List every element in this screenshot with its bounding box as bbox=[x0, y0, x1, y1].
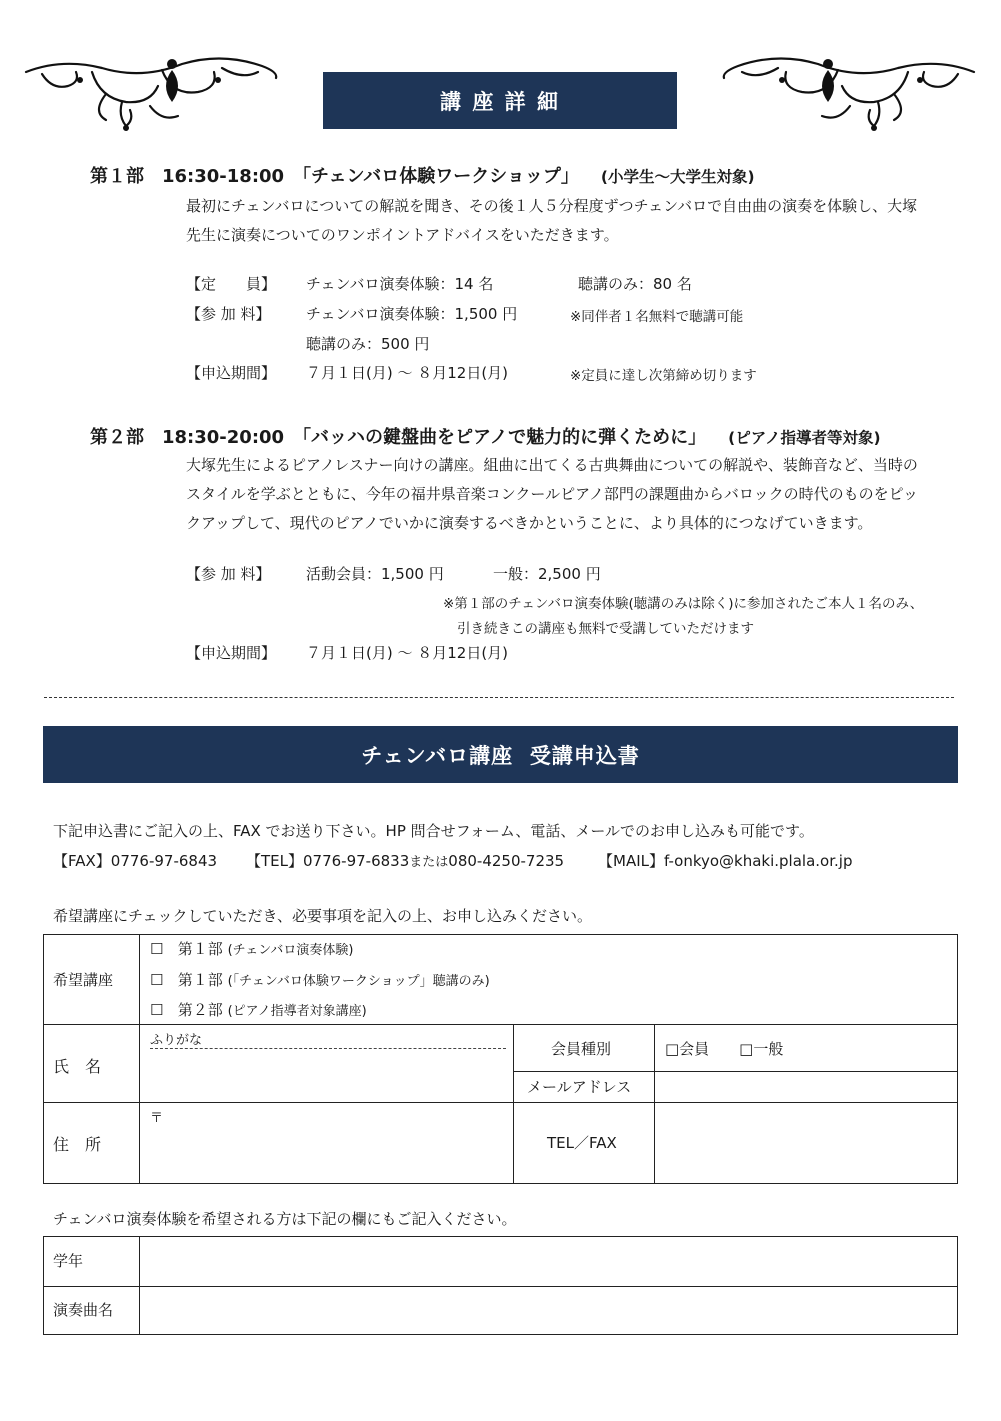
course-option-1[interactable] bbox=[150, 938, 353, 959]
part2-fee-general: 一般：2,500 円 bbox=[493, 565, 601, 583]
form-title-banner bbox=[43, 726, 958, 783]
form-title: チェンバロ講座 受講申込書 bbox=[361, 743, 640, 768]
piece-label: 演奏曲名 bbox=[53, 1301, 114, 1319]
contact-tel-or: または bbox=[409, 855, 449, 870]
course-option-sub: (「チェンバロ体験ワークショップ」聴講のみ) bbox=[227, 974, 490, 989]
contact-mail: 【MAIL】f-onkyo@khaki.plala.or.jp bbox=[598, 852, 853, 870]
part1-target: (小学生～大学生対象) bbox=[600, 168, 755, 186]
part2-period-label: 【申込期間】 bbox=[186, 644, 277, 662]
part2-heading bbox=[90, 423, 881, 449]
part2-note-line: 引き続きこの講座も無料で受講していただけます bbox=[457, 621, 754, 637]
part2-note-line: ※第１部のチェンバロ演奏体験(聴講のみは除く)に参加されたご本人１名のみ、 bbox=[443, 596, 924, 612]
section-title-banner bbox=[323, 72, 677, 129]
part2-fee-member: 活動会員：1,500 円 bbox=[306, 565, 444, 583]
part1-desc-line: 最初にチェンバロについての解説を聞き、その後１人５分程度ずつチェンバロで自由曲の演奏を体験し、大塚 bbox=[186, 197, 918, 215]
member-type-label: 会員種別 bbox=[551, 1040, 612, 1058]
piece-field[interactable] bbox=[140, 1287, 957, 1334]
tel-fax-field[interactable] bbox=[655, 1103, 957, 1183]
grade-field[interactable] bbox=[140, 1237, 957, 1285]
part1-period: ７月１日(月) ～ ８月12日(月) bbox=[306, 364, 509, 382]
left-flourish-ornament-icon bbox=[22, 50, 282, 132]
part1-period-note: ※定員に達し次第締め切ります bbox=[570, 368, 757, 384]
part1-capacity-listen: 聴講のみ：80 名 bbox=[578, 275, 692, 293]
part2-description bbox=[186, 451, 918, 538]
part2-period: ７月１日(月) ～ ８月12日(月) bbox=[306, 644, 509, 662]
part2-title: 第２部 18:30-20:00 「バッハの鍵盤曲をピアノで魅力的に弾くために」 bbox=[90, 427, 707, 448]
postal-mark: 〒 bbox=[150, 1111, 164, 1126]
course-label: 希望講座 bbox=[53, 971, 114, 989]
email-label: メールアドレス bbox=[527, 1078, 632, 1096]
part2-desc-line: 大塚先生によるピアノレスナー向けの講座。組曲に出てくる古典舞曲についての解説や、装飾音など、当時の bbox=[186, 456, 918, 474]
form-instruction: 希望講座にチェックしていただき、必要事項を記入の上、お申し込みください。 bbox=[53, 907, 592, 925]
course-option-2[interactable] bbox=[150, 969, 490, 990]
member-type-options[interactable]: □会員 □一般 bbox=[665, 1040, 784, 1058]
course-option-main: 第１部 bbox=[177, 971, 223, 989]
right-flourish-ornament-icon bbox=[718, 50, 978, 132]
address-field[interactable] bbox=[140, 1103, 512, 1183]
checkbox-icon[interactable]: ☐ bbox=[150, 940, 164, 958]
part1-fee-note: ※同伴者１名無料で聴講可能 bbox=[570, 309, 744, 325]
furigana-field[interactable] bbox=[140, 1028, 512, 1048]
part1-capacity-perform: チェンバロ演奏体験：14 名 bbox=[306, 275, 494, 293]
cut-line-divider bbox=[44, 697, 954, 698]
contact-fax: 【FAX】0776-97-6843 bbox=[53, 852, 218, 870]
form-intro: 下記申込書にご記入の上、FAX でお送り下さい。HP 問合せフォーム、電話、メールでのお申し込みも可能です。 bbox=[53, 822, 814, 840]
part1-title: 第１部 16:30-18:00 「チェンバロ体験ワークショップ」 bbox=[90, 166, 579, 187]
part2-desc-line: クアップして、現代のピアノでいかに演奏するべきかということに、より具体的につなげていきます。 bbox=[186, 514, 873, 532]
course-option-main: 第１部 bbox=[177, 940, 223, 958]
course-option-sub: (チェンバロ演奏体験) bbox=[227, 943, 354, 958]
part1-heading bbox=[90, 162, 755, 188]
tel-fax-label: TEL／FAX bbox=[547, 1134, 617, 1152]
course-option-main: 第２部 bbox=[177, 1001, 223, 1019]
section-title: 講 座 詳 細 bbox=[440, 89, 560, 114]
perform-instruction: チェンバロ演奏体験を希望される方は下記の欄にもご記入ください。 bbox=[53, 1210, 517, 1228]
contact-tel-main: 【TEL】0776-97-6833 bbox=[246, 852, 410, 870]
name-field[interactable] bbox=[140, 1049, 512, 1101]
part1-capacity-label: 【定 員】 bbox=[186, 275, 277, 293]
part1-fee-label: 【参 加 料】 bbox=[186, 305, 271, 323]
contact-tel-alt: 080-4250-7235 bbox=[448, 852, 565, 870]
course-option-3[interactable] bbox=[150, 999, 367, 1020]
part1-description bbox=[186, 192, 917, 250]
part2-fee-label: 【参 加 料】 bbox=[186, 565, 271, 583]
part1-fee-listen: 聴講のみ：500 円 bbox=[306, 335, 430, 353]
email-field[interactable] bbox=[655, 1072, 957, 1101]
address-label: 住 所 bbox=[53, 1135, 102, 1154]
part1-period-label: 【申込期間】 bbox=[186, 364, 277, 382]
furigana-label: ふりがな bbox=[150, 1033, 203, 1048]
checkbox-icon[interactable]: ☐ bbox=[150, 1001, 164, 1019]
name-label: 氏 名 bbox=[53, 1057, 102, 1076]
part1-fee-perform: チェンバロ演奏体験：1,500 円 bbox=[306, 305, 518, 323]
part1-desc-line: 先生に演奏についてのワンポイントアドバイスをいただきます。 bbox=[186, 226, 619, 244]
contact-tel bbox=[246, 850, 564, 871]
part2-target: (ピアノ指導者等対象) bbox=[728, 429, 881, 447]
course-option-sub: (ピアノ指導者対象講座) bbox=[227, 1004, 367, 1019]
part2-desc-line: スタイルを学ぶとともに、今年の福井県音楽コンクールピアノ部門の課題曲からバロックの時代のものをピッ bbox=[186, 485, 919, 503]
grade-label: 学年 bbox=[53, 1252, 84, 1270]
checkbox-icon[interactable]: ☐ bbox=[150, 971, 164, 989]
